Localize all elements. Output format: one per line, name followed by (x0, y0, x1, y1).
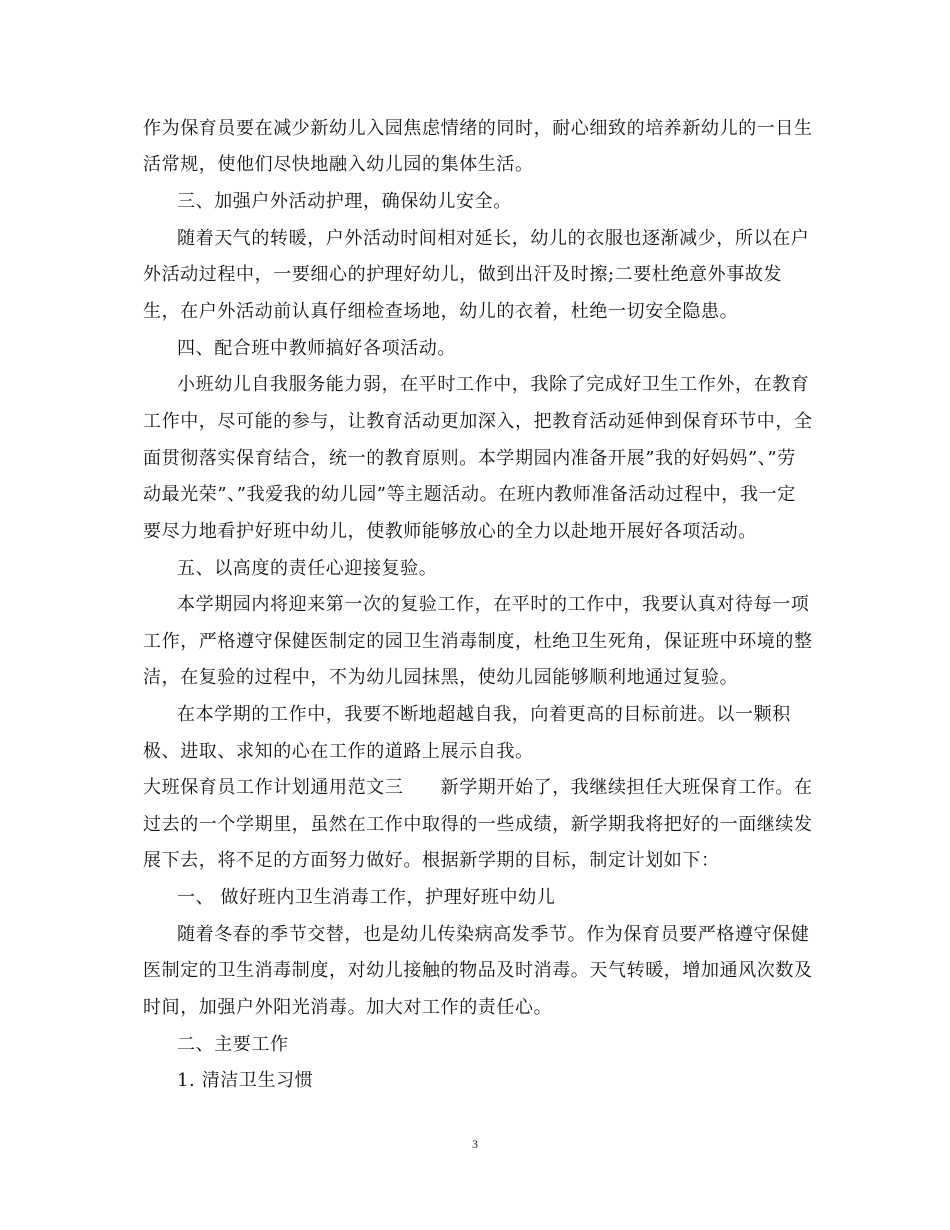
text-line: 极、进取、求知的心在工作的道路上展示自我。 (143, 741, 534, 762)
text-line: 时间，加强户外阳光消毒。加大对工作的责任心。 (143, 997, 553, 1018)
text-line: 作为保育员要在减少新幼儿入园焦虑情绪的同时，耐心细致的培养新幼儿的一日生 (143, 118, 813, 139)
text-line: 面贯彻落实保育结合，统一的教育原则。本学期园内准备开展”我的好妈妈”、”劳 (143, 448, 796, 469)
section-heading: 五、以高度的责任心迎接复验。 (177, 558, 438, 579)
text-line: 工作，严格遵守保健医制定的园卫生消毒制度，杜绝卫生死角，保证班中环境的整 (143, 631, 813, 652)
text-line: 外活动过程中，一要细心的护理好幼儿，做到出汗及时擦;二要杜绝意外事故发 (143, 264, 783, 285)
text-line: 在本学期的工作中，我要不断地超越自我，向着更高的目标前进。以一颗积 (177, 704, 791, 725)
section-heading: 三、加强户外活动护理，确保幼儿安全。 (177, 191, 512, 212)
subsection-heading: 1. 清洁卫生习惯 (177, 1070, 314, 1091)
text-line: 动最光荣”、”我爱我的幼儿园”等主题活动。在班内教师准备活动过程中，我一定 (143, 484, 796, 505)
text-line: 活常规，使他们尽快地融入幼儿园的集体生活。 (143, 154, 534, 175)
text-line: 生，在户外活动前认真仔细检查场地，幼儿的衣着，杜绝一切安全隐患。 (143, 301, 739, 322)
section-heading: 四、配合班中教师搞好各项活动。 (177, 338, 456, 359)
text-line: 要尽力地看护好班中幼儿，使教师能够放心的全力以赴地开展好各项活动。 (143, 521, 757, 542)
text-line: 工作中，尽可能的参与，让教育活动更加深入，把教育活动延伸到保育环节中，全 (143, 411, 813, 432)
text-line: 本学期园内将迎来第一次的复验工作，在平时的工作中，我要认真对待每一项 (177, 594, 810, 615)
text-line: 展下去，将不足的方面努力做好。根据新学期的目标，制定计划如下： (143, 850, 720, 871)
title-line: 大班保育员工作计划通用范文三 新学期开始了，我继续担任大班保育工作。在 (143, 777, 813, 798)
text-line: 过去的一个学期里，虽然在工作中取得的一些成绩，新学期我将把好的一面继续发 (143, 814, 813, 835)
page-number: 3 (472, 1137, 478, 1151)
text-line: 随着冬春的季节交替，也是幼儿传染病高发季节。作为保育员要严格遵守保健 (177, 924, 810, 945)
text-line: 小班幼儿自我服务能力弱，在平时工作中，我除了完成好卫生工作外，在教育 (177, 374, 810, 395)
section-heading: 一、 做好班内卫生消毒工作，护理好班中幼儿 (177, 887, 556, 908)
section-heading: 二、主要工作 (177, 1034, 289, 1055)
text-line: 随着天气的转暖，户外活动时间相对延长，幼儿的衣服也逐渐减少，所以在户 (177, 228, 810, 249)
text-line: 医制定的卫生消毒制度，对幼儿接触的物品及时消毒。天气转暖，增加通风次数及 (143, 960, 813, 981)
text-line: 洁，在复验的过程中，不为幼儿园抹黑，使幼儿园能够顺利地通过复验。 (143, 667, 739, 688)
